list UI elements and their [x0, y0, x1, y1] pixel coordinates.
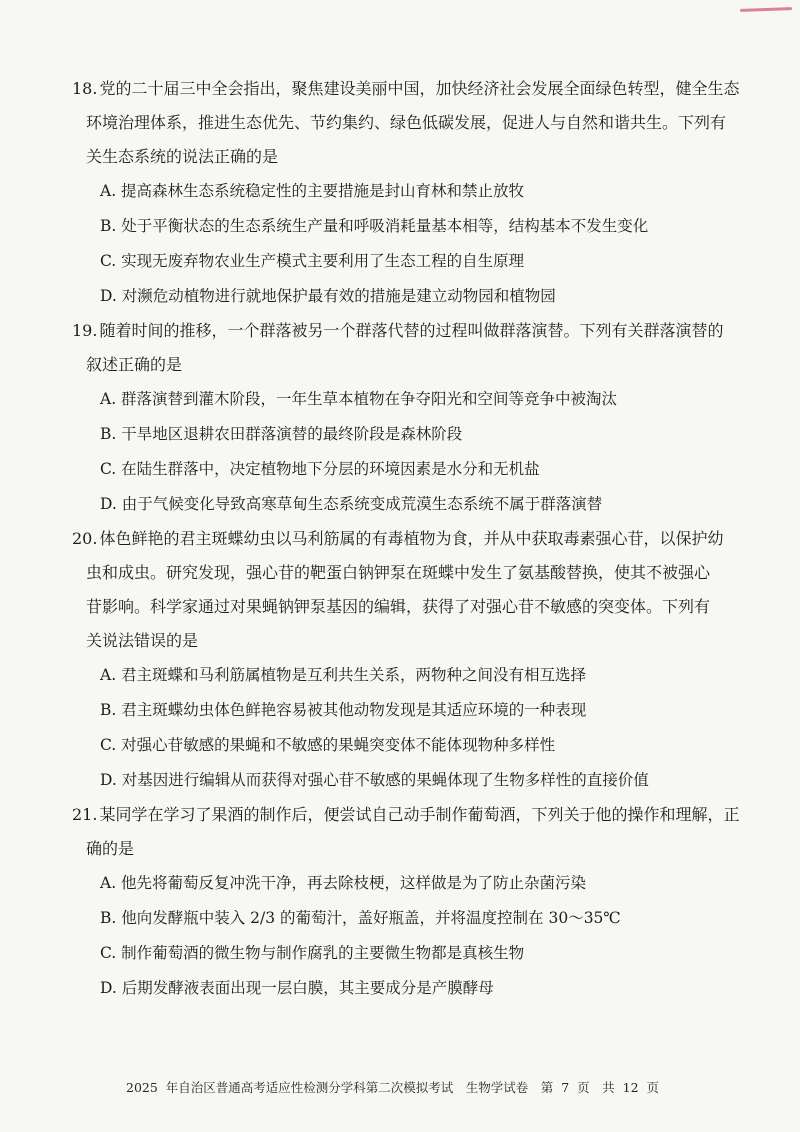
question-number: 19.: [72, 321, 98, 340]
question-number: 21.: [72, 805, 98, 824]
question-stem-line: 关生态系统的说法正确的是: [86, 147, 279, 166]
option-b: B. 干旱地区退耕农田群落演替的最终阶段是森林阶段: [100, 425, 463, 443]
question-19: [72, 314, 726, 522]
option-a: A. 他先将葡萄反复冲洗干净，再去除枝梗，这样做是为了防止杂菌污染: [100, 874, 587, 892]
question-text: 某同学在学习了果酒的制作后，便尝试自己动手制作葡萄酒，下列关于他的操作和理解，正: [99, 805, 740, 824]
page-footer: 2025 年自治区普通高考适应性检测分学科第二次模拟考试 生物学试卷 第 7 页 共 12 页: [126, 1080, 660, 1095]
red-pen-mark: [740, 7, 792, 12]
option-a: A. 君主斑蝶和马利筋属植物是互利共生关系，两物种之间没有相互选择: [100, 666, 587, 684]
question-stem-line: 虫和成虫。研究发现，强心苷的靶蛋白钠钾泵在斑蝶中发生了氨基酸替换，使其不被强心: [86, 563, 711, 582]
question-text: 体色鲜艳的君主斑蝶幼虫以马利筋属的有毒植物为食，并从中获取毒素强心苷，以保护幼: [99, 529, 724, 548]
question-20: [72, 522, 726, 798]
question-stem-line: [72, 522, 726, 556]
question-stem-line: [72, 798, 740, 832]
question-18: [72, 72, 740, 314]
question-stem-line: [72, 314, 726, 348]
question-text: 党的二十届三中全会指出，聚焦建设美丽中国，加快经济社会发展全面绿色转型，健全生态: [99, 79, 740, 98]
question-number: 20.: [72, 529, 98, 548]
option-d: D. 对基因进行编辑从而获得对强心苷不敏感的果蝇体现了生物多样性的直接价值: [100, 771, 649, 789]
option-c: C. 实现无废弃物农业生产模式主要利用了生态工程的自生原理: [100, 252, 525, 270]
option-b: B. 处于平衡状态的生态系统生产量和呼吸消耗量基本相等，结构基本不发生变化: [100, 217, 649, 235]
option-c: C. 制作葡萄酒的微生物与制作腐乳的主要微生物都是真核生物: [100, 944, 525, 962]
option-b: B. 他向发酵瓶中装入 2/3 的葡萄汁，盖好瓶盖，并将温度控制在 30～35℃: [100, 909, 621, 927]
question-stem-line: 关说法错误的是: [86, 631, 199, 650]
question-text: 随着时间的推移，一个群落被另一个群落代替的过程叫做群落演替。下列有关群落演替的: [99, 321, 724, 340]
question-stem-line: 苷影响。科学家通过对果蝇钠钾泵基因的编辑，获得了对强心苷不敏感的突变体。下列有: [86, 597, 711, 616]
question-stem-line: [72, 72, 740, 106]
option-d: D. 对濒危动植物进行就地保护最有效的措施是建立动物园和植物园: [100, 287, 556, 305]
option-d: D. 后期发酵液表面出现一层白膜，其主要成分是产膜酵母: [100, 979, 494, 997]
question-list: [72, 72, 740, 1006]
question-stem-line: 叙述正确的是: [86, 355, 183, 374]
option-d: D. 由于气候变化导致高寒草甸生态系统变成荒漠生态系统不属于群落演替: [100, 495, 603, 513]
option-b: B. 君主斑蝶幼虫体色鲜艳容易被其他动物发现是其适应环境的一种表现: [100, 701, 587, 719]
question-stem-line: 确的是: [86, 839, 135, 858]
question-stem-line: 环境治理体系，推进生态优先、节约集约、绿色低碳发展，促进人与自然和谐共生。下列有: [86, 113, 727, 132]
question-21: [72, 798, 740, 1006]
option-a: A. 提高森林生态系统稳定性的主要措施是封山育林和禁止放牧: [100, 182, 525, 200]
option-a: A. 群落演替到灌木阶段，一年生草本植物在争夺阳光和空间等竞争中被淘汰: [100, 390, 618, 408]
question-number: 18.: [72, 79, 98, 98]
option-c: C. 对强心苷敏感的果蝇和不敏感的果蝇突变体不能体现物种多样性: [100, 736, 556, 754]
option-c: C. 在陆生群落中，决定植物地下分层的环境因素是水分和无机盐: [100, 460, 540, 478]
